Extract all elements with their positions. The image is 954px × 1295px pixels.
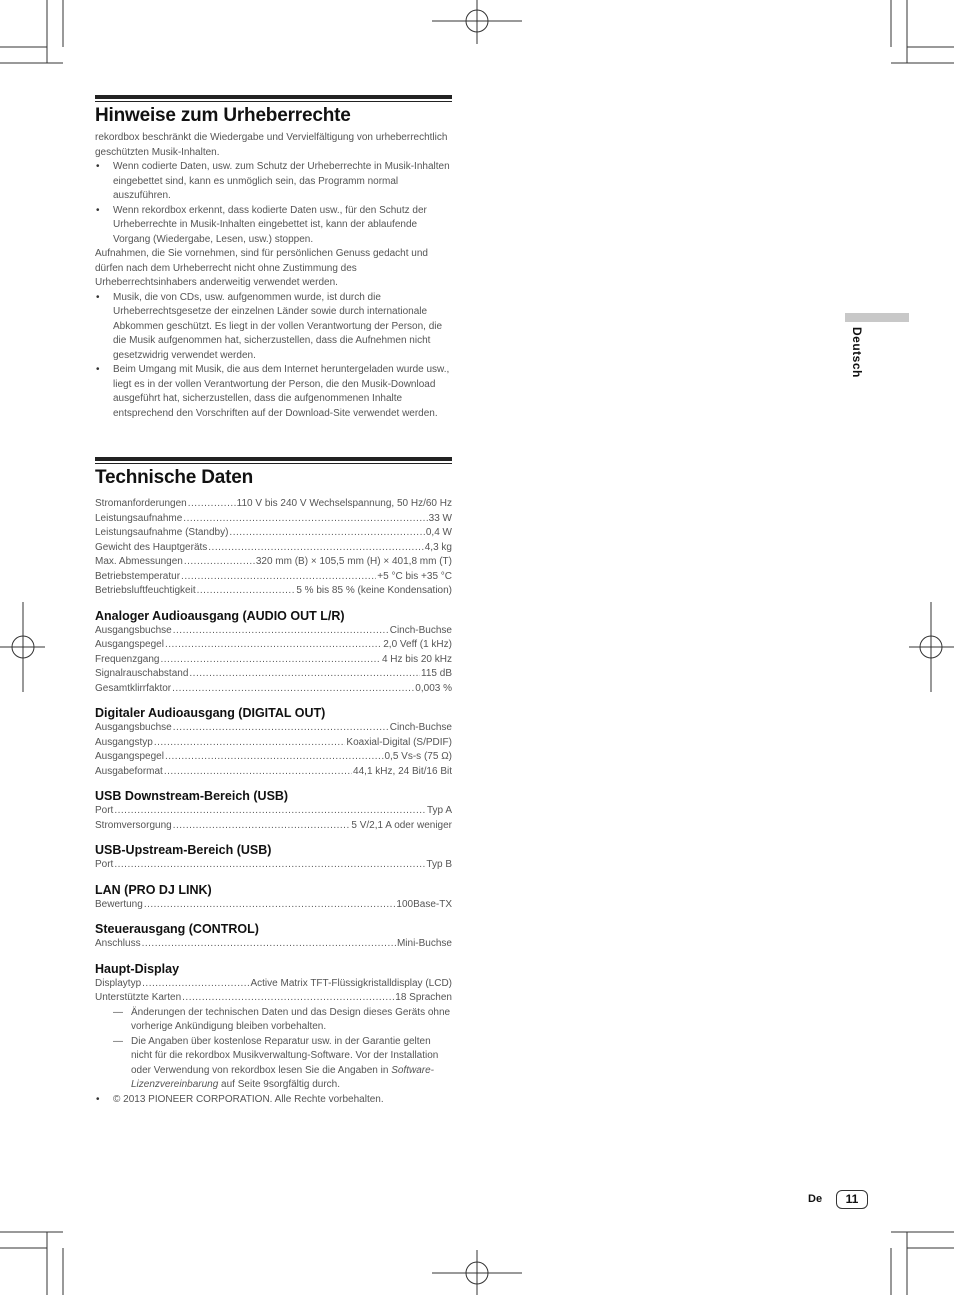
section-rule	[95, 95, 452, 102]
section-title-copyright: Hinweise zum Urheberrechte	[95, 105, 351, 126]
dot-leader	[173, 819, 351, 834]
spec-row	[95, 736, 452, 751]
dot-leader	[142, 977, 249, 992]
spec-label: Leistungsaufnahme (Standby)	[95, 527, 229, 538]
dot-leader	[173, 721, 389, 736]
spec-group-title: USB-Upstream-Bereich (USB)	[95, 843, 272, 857]
dot-leader	[144, 898, 396, 913]
spec-notes	[95, 1006, 452, 1093]
spec-row	[95, 721, 452, 736]
language-tab-label: Deutsch	[850, 327, 864, 378]
spec-value: Cinch-Buchse	[389, 624, 452, 636]
spec-value: Typ A	[426, 805, 452, 816]
spec-label: Ausgabeformat	[95, 765, 163, 777]
spec-value: Koaxial-Digital (S/PDIF)	[346, 736, 452, 748]
spec-value: Cinch-Buchse	[389, 722, 452, 733]
spec-value: 2,0 Veff (1 kHz)	[383, 639, 452, 650]
dot-leader	[161, 653, 381, 668]
dot-leader	[183, 512, 427, 527]
spec-row	[95, 991, 452, 1006]
dot-leader	[114, 804, 426, 819]
spec-value: +5 °C bis +35 °C	[377, 570, 452, 582]
spec-label: Ausgangsbuchse	[95, 624, 172, 636]
spec-label: Stromversorgung	[95, 819, 172, 831]
spec-row	[95, 653, 452, 668]
spec-label: Gewicht des Hauptgeräts	[95, 541, 208, 553]
copyright-notice: • © 2013 PIONEER CORPORATION. Alle Rechte vorbehalten.	[95, 1093, 452, 1108]
list-item: • Wenn codierte Daten, usw. zum Schutz der Urheberrechte in Musik-Inhalten eingebettet sind, kann es unmöglich sein, das Programm normal auszuführen.	[95, 160, 452, 204]
spec-row	[95, 750, 452, 765]
dot-leader	[197, 584, 296, 599]
spec-value: 5 V/2,1 A oder weniger	[351, 819, 452, 831]
spec-row	[95, 977, 452, 992]
spec-label: Stromanforderungen	[95, 498, 187, 509]
spec-value: 44,1 kHz, 24 Bit/16 Bit	[353, 765, 452, 777]
list-item: • Wenn rekordbox erkennt, dass kodierte Daten usw., für den Schutz der Urheberrechte in Musik-Inhalten eingebettet ist, kann der ablaufende Vorgang (Wiedergabe, Lesen, usw.) stoppen.	[95, 204, 452, 248]
dot-leader	[154, 736, 346, 751]
list-item: • Beim Umgang mit Musik, die aus dem Internet heruntergeladen wurde usw., liegt es in der vollen Verantwortung der Person, die den Musik-Download ausgeführt hat, sicherzustellen, dass die aufgenommenen Inhalte entsprechend den Vorschriften auf der Download-Site verwendet werden.	[95, 363, 452, 421]
spec-row	[95, 526, 452, 541]
spec-label: Bewertung	[95, 898, 143, 910]
spec-value: 18 Sprachen	[395, 992, 452, 1003]
spec-row	[95, 570, 452, 585]
spec-row	[95, 638, 452, 653]
section-rule	[95, 457, 452, 464]
dot-leader	[114, 858, 425, 873]
spec-value: 4,3 kg	[424, 541, 452, 553]
dot-leader	[165, 638, 382, 653]
copyright-bullets-1	[95, 160, 452, 247]
spec-row	[95, 541, 452, 556]
spec-row	[95, 512, 452, 527]
copyright-bullets-2	[95, 291, 452, 422]
spec-row	[95, 765, 452, 780]
copyright-section	[95, 95, 452, 421]
spec-value: 0,4 W	[425, 527, 452, 538]
spec-label: Betriebstemperatur	[95, 570, 181, 582]
spec-label: Ausgangstyp	[95, 736, 153, 748]
dot-leader	[188, 497, 236, 512]
list-item: — Änderungen der technischen Daten und das Design dieses Geräts ohne vorherige Ankündigung bleiben vorbehalten.	[95, 1006, 452, 1035]
dot-leader	[208, 541, 423, 556]
spec-row	[95, 555, 452, 570]
spec-row	[95, 584, 452, 599]
specs-section	[95, 457, 452, 1107]
spec-label: Port	[95, 805, 114, 816]
dot-leader	[164, 765, 352, 780]
spec-value: Mini-Buchse	[396, 938, 452, 949]
spec-row	[95, 937, 452, 952]
spec-group-title: Steuerausgang (CONTROL)	[95, 922, 259, 936]
language-tab-bar	[845, 313, 909, 322]
spec-value: 0,003 %	[415, 682, 452, 694]
spec-row	[95, 819, 452, 834]
dot-leader	[184, 555, 255, 570]
spec-value: 320 mm (B) × 105,5 mm (H) × 401,8 mm (T)	[255, 556, 452, 567]
spec-label: Betriebsluftfeuchtigkeit	[95, 585, 196, 596]
footer-language: De	[808, 1193, 823, 1205]
spec-row	[95, 804, 452, 819]
list-item: — Die Angaben über kostenlose Reparatur usw. in der Garantie gelten nicht für die rekordbox Musikverwaltung-Software. Vor der Installation oder Verwendung von rekordbox lesen Sie die Angaben in Software-Lizenzvereinbarung auf Seite 9sorgfältig durch.	[95, 1035, 452, 1093]
spec-value: 115 dB	[421, 668, 452, 679]
spec-label: Unterstützte Karten	[95, 992, 182, 1003]
license-agreement-reference: Software-Lizenzvereinbarung	[131, 1064, 434, 1090]
spec-value: Typ B	[426, 859, 452, 870]
spec-group-title: Haupt-Display	[95, 961, 180, 976]
spec-row	[95, 682, 452, 697]
spec-group-title: Analoger Audioausgang (AUDIO OUT L/R)	[95, 608, 345, 623]
dot-leader	[142, 937, 396, 952]
page-number: 11	[836, 1190, 868, 1209]
spec-row	[95, 624, 452, 639]
dot-leader	[189, 667, 420, 682]
spec-value: 5 % bis 85 % (keine Kondensation)	[296, 585, 452, 596]
spec-row	[95, 858, 452, 873]
spec-label: Ausgangsbuchse	[95, 722, 172, 733]
spec-label: Ausgangspegel	[95, 639, 164, 650]
spec-label: Ausgangspegel	[95, 751, 164, 762]
dot-leader	[173, 624, 389, 639]
spec-label: Max. Abmessungen	[95, 556, 183, 567]
copyright-intro: rekordbox beschränkt die Wiedergabe und Vervielfältigung von urheberrechtlich geschützten Musik-Inhalten.	[95, 132, 448, 158]
spec-row	[95, 898, 452, 913]
spec-row	[95, 667, 452, 682]
spec-value: 4 Hz bis 20 kHz	[381, 653, 452, 665]
list-item: • Musik, die von CDs, usw. aufgenommen wurde, ist durch die Urheberrechtsgesetze der einzelnen Länder sowie durch internationale Abkommen geschützt. Es liegt in der vollen Verantwortung der Person, die die Musik aufgenommen hat, sicherzustellen, dass die Aufnehmen nicht gesetzwidrig verwendet werden.	[95, 291, 452, 364]
copyright-paragraph-2: Aufnahmen, die Sie vornehmen, sind für persönlichen Genuss gedacht und dürfen nach dem Urheberrecht nicht ohne Zustimmung des Urheberrechtsinhabers anderweitig verwendet werden.	[95, 248, 428, 288]
general-specs	[95, 497, 452, 599]
spec-value: 33 W	[428, 512, 452, 524]
spec-value: 0,5 Vs-s (75 Ω)	[384, 751, 452, 762]
spec-label: Leistungsaufnahme	[95, 512, 183, 524]
dot-leader	[165, 750, 384, 765]
spec-label: Anschluss	[95, 938, 141, 949]
spec-label: Port	[95, 859, 114, 870]
spec-label: Displaytyp	[95, 977, 142, 989]
dot-leader	[229, 526, 424, 541]
dot-leader	[172, 682, 414, 697]
spec-group-title: USB Downstream-Bereich (USB)	[95, 789, 289, 803]
dot-leader	[181, 570, 376, 585]
spec-value: Active Matrix TFT-Flüssigkristalldisplay (LCD)	[250, 977, 452, 989]
spec-group-title: Digitaler Audioausgang (DIGITAL OUT)	[95, 706, 326, 720]
spec-group-title: LAN (PRO DJ LINK)	[95, 882, 212, 897]
section-title-specs: Technische Daten	[95, 467, 253, 488]
dot-leader	[182, 991, 394, 1006]
spec-label: Frequenzgang	[95, 653, 160, 665]
spec-row	[95, 497, 452, 512]
spec-value: 110 V bis 240 V Wechselspannung, 50 Hz/60 Hz	[236, 498, 452, 509]
spec-label: Signalrauschabstand	[95, 668, 189, 679]
spec-label: Gesamtklirrfaktor	[95, 682, 172, 694]
spec-value: 100Base-TX	[396, 898, 452, 910]
